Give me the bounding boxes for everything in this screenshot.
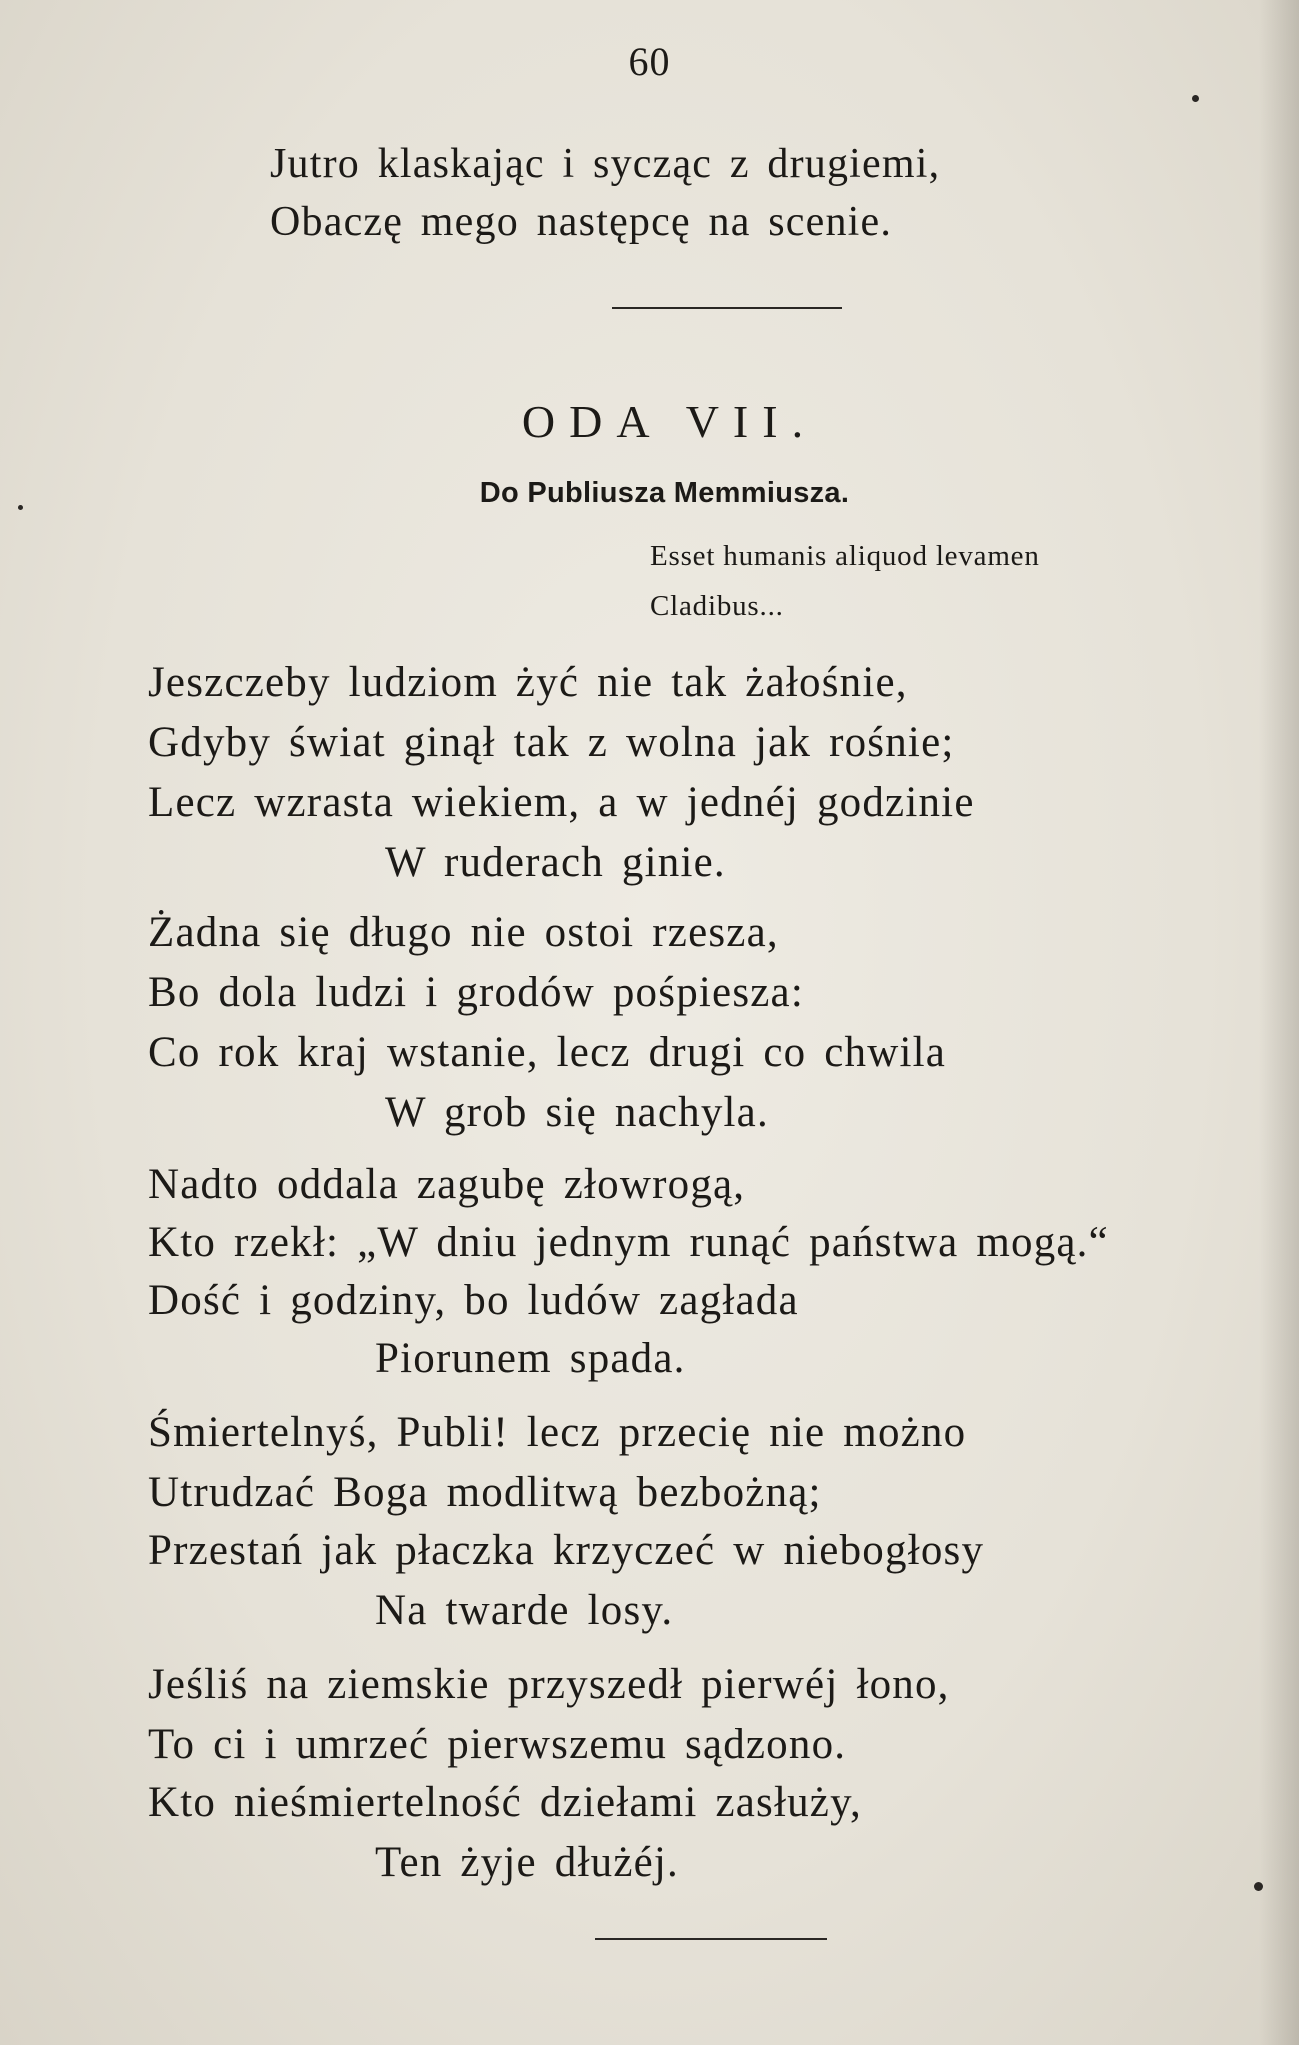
verse-line: Utrudzać Boga modlitwą bezbożną; bbox=[148, 1469, 822, 1516]
verse-line: Jeśliś na ziemskie przyszedł pierwéj łono, bbox=[148, 1661, 950, 1708]
ode-subtitle: Do Publiusza Memmiusza. bbox=[479, 477, 850, 509]
verse-line: Ten żyje dłużéj. bbox=[375, 1839, 679, 1886]
verse-line: W grob się nachyla. bbox=[385, 1089, 769, 1136]
verse-line: W ruderach ginie. bbox=[385, 839, 726, 886]
ink-speck bbox=[18, 505, 23, 510]
verse-line: Przestań jak płaczka krzyczeć w niebogłosy bbox=[148, 1527, 985, 1574]
verse-line: Jutro klaskając i sycząc z drugiemi, bbox=[270, 141, 941, 187]
ode-title: ODA VII. bbox=[521, 396, 818, 447]
verse-line: Kto rzekł: „W dniu jednym runąć państwa mogą.“ bbox=[148, 1219, 1109, 1266]
ink-speck bbox=[1192, 95, 1199, 102]
verse-line: Piorunem spada. bbox=[375, 1335, 686, 1382]
verse-line: Kto nieśmiertelność dziełami zasłuży, bbox=[148, 1779, 862, 1826]
epigraph-line: Cladibus... bbox=[650, 590, 784, 622]
verse-line: Gdyby świat ginął tak z wolna jak rośnie; bbox=[148, 719, 955, 766]
verse-line: Na twarde losy. bbox=[375, 1587, 674, 1634]
verse-line: Lecz wzrasta wiekiem, a w jednéj godzinie bbox=[148, 779, 975, 826]
page-number: 60 bbox=[628, 39, 671, 84]
verse-line: Dość i godziny, bo ludów zagłada bbox=[148, 1277, 799, 1324]
epigraph-line: Esset humanis aliquod levamen bbox=[650, 540, 1040, 572]
verse-line: Obaczę mego następcę na scenie. bbox=[270, 199, 893, 245]
section-divider bbox=[612, 307, 842, 309]
verse-line: Śmiertelnyś, Publi! lecz przecię nie możno bbox=[148, 1409, 967, 1456]
page-edge-shadow bbox=[1259, 0, 1299, 2045]
verse-line: Co rok kraj wstanie, lecz drugi co chwila bbox=[148, 1029, 947, 1076]
verse-line: Jeszczeby ludziom żyć nie tak żałośnie, bbox=[148, 659, 908, 706]
verse-line: Nadto oddala zagubę złowrogą, bbox=[148, 1161, 746, 1208]
closing-divider bbox=[595, 1938, 827, 1940]
verse-line: To ci i umrzeć pierwszemu sądzono. bbox=[148, 1721, 847, 1768]
verse-line: Bo dola ludzi i grodów pośpiesza: bbox=[148, 969, 804, 1016]
verse-line: Żadna się długo nie ostoi rzesza, bbox=[148, 909, 779, 956]
